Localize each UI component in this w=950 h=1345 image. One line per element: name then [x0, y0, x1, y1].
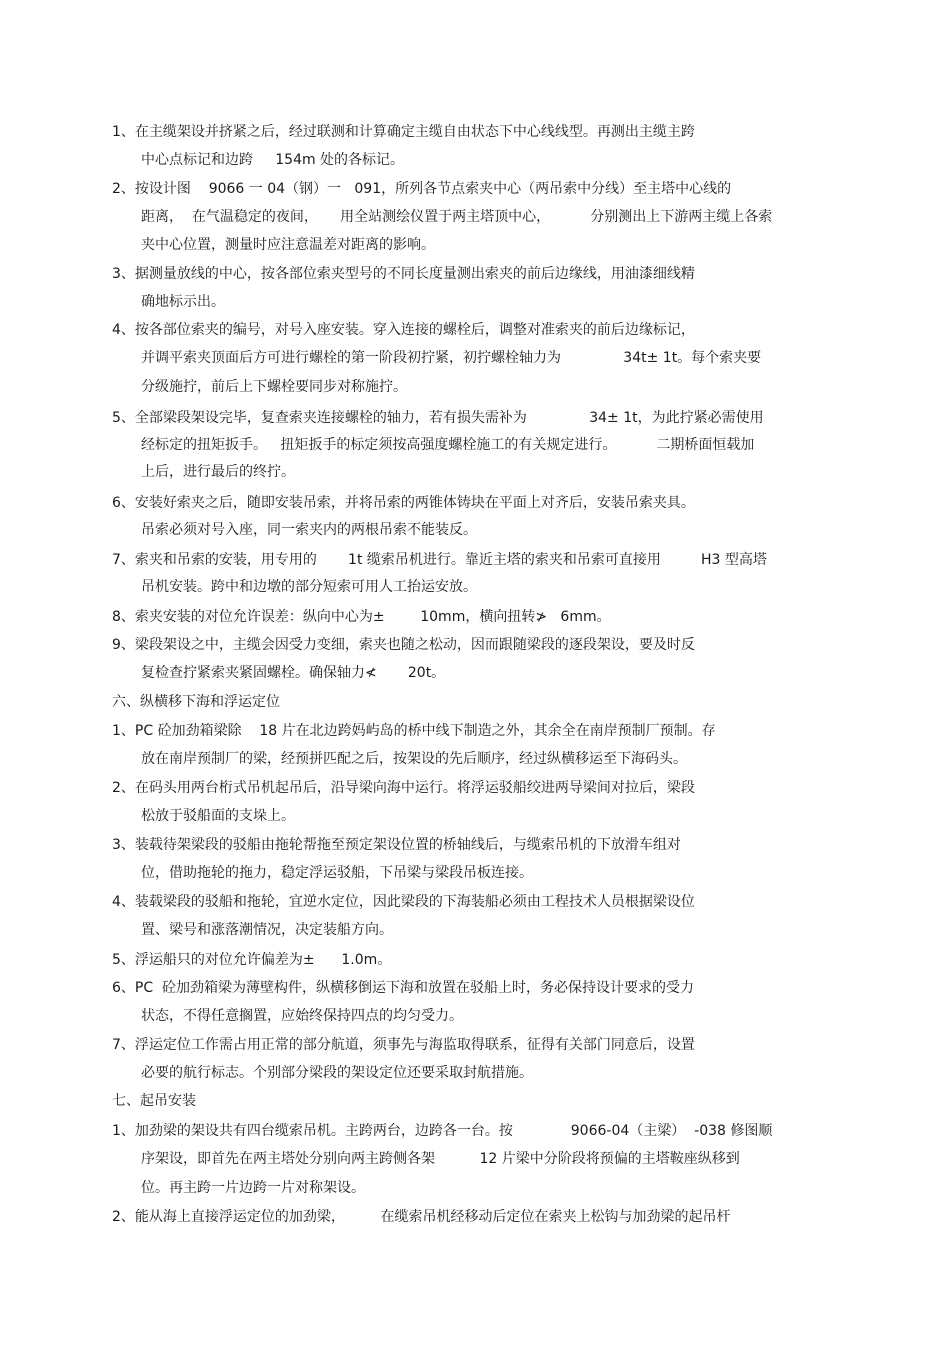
paragraph-line: 3、装载待架梁段的驳船由拖轮帮拖至预定架设位置的桥轴线后，与缆索吊机的下放滑车组对 — [112, 837, 681, 853]
paragraph-line: 必要的航行标志。个别部分梁段的架设定位还要采取封航措施。 — [141, 1065, 533, 1081]
paragraph-line: 吊机安装。跨中和边墩的部分短索可用人工抬运安放。 — [141, 579, 477, 595]
paragraph-line: 1、加劲梁的架设共有四台缆索吊机。主跨两台，边跨各一台。按 9066-04（主梁） -038 修图顺 — [112, 1123, 773, 1139]
paragraph-line: 位。再主跨一片边跨一片对称架设。 — [141, 1180, 365, 1196]
paragraph-line: 吊索必须对号入座，同一索夹内的两根吊索不能装反。 — [141, 522, 477, 538]
paragraph-line: 4、按各部位索夹的编号，对号入座安装。穿入连接的螺栓后，调整对准索夹的前后边缘标记， — [112, 322, 695, 338]
paragraph-line: 距离， 在气温稳定的夜间， 用全站测绘仪置于两主塔顶中心， 分别测出上下游两主缆上各索 — [141, 209, 773, 225]
paragraph-line: 置、梁号和涨落潮情况，决定装船方向。 — [141, 922, 393, 938]
paragraph-line: 5、浮运船只的对位允许偏差为± 1.0m。 — [112, 952, 392, 968]
paragraph-line: 2、按设计图 9066 一 04（钢）一 091，所列各节点索夹中心（两吊索中分线）至主塔中心线的 — [112, 181, 732, 197]
section-heading: 六、纵横移下海和浮运定位 — [112, 694, 280, 710]
paragraph-line: 中心点标记和边跨 154m 处的各标记。 — [141, 152, 405, 168]
paragraph-line: 8、索夹安装的对位允许误差：纵向中心为± 10mm，横向扭转≯ 6mm。 — [112, 609, 611, 625]
paragraph-line: 放在南岸预制厂的梁，经预拼匹配之后，按架设的先后顺序，经过纵横移运至下海码头。 — [141, 751, 687, 767]
paragraph-line: 3、据测量放线的中心，按各部位索夹型号的不同长度量测出索夹的前后边缘线，用油漆细线精 — [112, 266, 695, 282]
paragraph-line: 2、能从海上直接浮运定位的加劲梁， 在缆索吊机经移动后定位在索夹上松钩与加劲梁的起吊杆 — [112, 1209, 731, 1225]
paragraph-line: 经标定的扭矩扳手。 扭矩扳手的标定须按高强度螺栓施工的有关规定进行。 二期桥面恒载加 — [141, 437, 755, 453]
paragraph-line: 4、装载梁段的驳船和拖轮，宜逆水定位，因此梁段的下海装船必须由工程技术人员根据梁设位 — [112, 894, 695, 910]
paragraph-line: 7、浮运定位工作需占用正常的部分航道，须事先与海监取得联系，征得有关部门同意后，设置 — [112, 1037, 695, 1053]
paragraph-line: 复检查拧紧索夹紧固螺栓。确保轴力≮ 20t。 — [141, 665, 446, 681]
paragraph-line: 确地标示出。 — [141, 294, 225, 310]
paragraph-line: 上后，进行最后的终拧。 — [141, 464, 295, 480]
paragraph-line: 并调平索夹顶面后方可进行螺栓的第一阶段初拧紧，初拧螺栓轴力为 34t± 1t。每个索夹要 — [141, 350, 762, 366]
paragraph-line: 位，借助拖轮的拖力，稳定浮运驳船，下吊梁与梁段吊板连接。 — [141, 865, 533, 881]
paragraph-line: 松放于驳船面的支垛上。 — [141, 808, 295, 824]
paragraph-line: 6、安装好索夹之后，随即安装吊索，并将吊索的两锥体铸块在平面上对齐后，安装吊索夹具。 — [112, 495, 695, 511]
paragraph-line: 7、索夹和吊索的安装，用专用的 1t 缆索吊机进行。靠近主塔的索夹和吊索可直接用 H3 型高塔 — [112, 552, 767, 568]
paragraph-line: 5、全部梁段架设完毕，复查索夹连接螺栓的轴力，若有损失需补为 34± 1t，为此拧紧必需使用 — [112, 410, 764, 426]
paragraph-line: 6、PC 砼加劲箱梁为薄壁构件，纵横移倒运下海和放置在驳船上时，务必保持设计要求的受力 — [112, 980, 695, 996]
paragraph-line: 1、在主缆架设并挤紧之后，经过联测和计算确定主缆自由状态下中心线线型。再测出主缆主跨 — [112, 124, 695, 140]
paragraph-line: 状态，不得任意搁置，应始终保持四点的均匀受力。 — [141, 1008, 463, 1024]
paragraph-line: 9、梁段架设之中，主缆会因受力变细，索夹也随之松动，因而跟随梁段的逐段架设，要及时反 — [112, 637, 695, 653]
paragraph-line: 夹中心位置，测量时应注意温差对距离的影响。 — [141, 237, 435, 253]
section-heading: 七、起吊安装 — [112, 1093, 196, 1109]
paragraph-line: 分级施拧，前后上下螺栓要同步对称施拧。 — [141, 379, 407, 395]
paragraph-line: 2、在码头用两台桁式吊机起吊后，沿导梁向海中运行。将浮运驳船绞进两导梁间对拉后，梁段 — [112, 780, 695, 796]
paragraph-line: 1、PC 砼加劲箱梁除 18 片在北边跨妈屿岛的桥中线下制造之外，其余全在南岸预制厂预制。存 — [112, 723, 716, 739]
paragraph-line: 序架设，即首先在两主塔处分别向两主跨侧各架 12 片梁中分阶段将预偏的主塔鞍座纵移到 — [141, 1151, 740, 1167]
